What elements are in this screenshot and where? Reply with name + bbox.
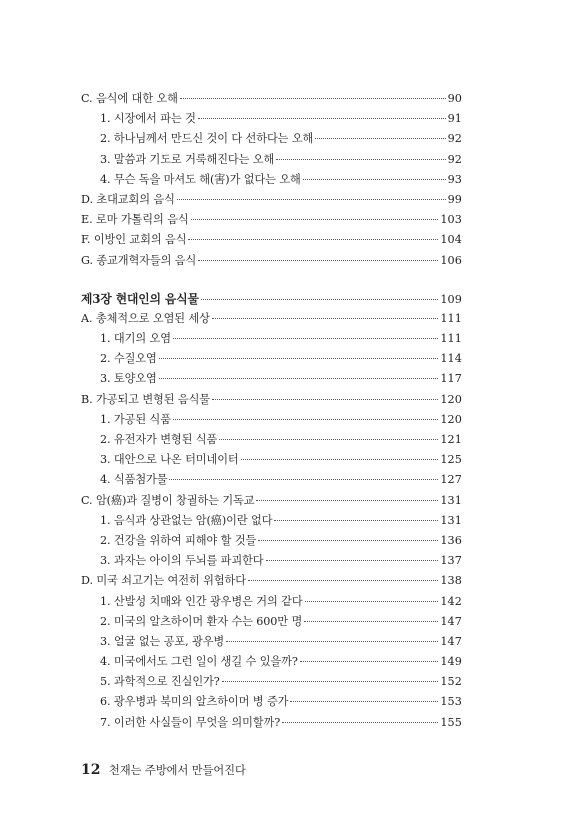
toc-entry (81, 309, 462, 329)
toc-entry-label: 1. 가공된 식품 (100, 412, 171, 426)
dot-leader (191, 219, 439, 220)
toc-entry (81, 190, 462, 210)
dot-leader (304, 621, 438, 622)
dot-leader (219, 439, 438, 440)
toc-entry-page: 90 (447, 92, 462, 105)
toc-entry (81, 571, 462, 591)
toc-subentry (81, 652, 462, 672)
toc-subentry (81, 551, 462, 571)
toc-entry-label: D. 미국 쇠고기는 여전히 위험하다 (81, 574, 246, 588)
toc-entry-label: 제3장 현대인의 음식물 (81, 291, 199, 306)
toc-entry-label: 2. 하나님께서 만드신 것이 다 선하다는 오해 (100, 132, 314, 146)
toc-entry (81, 251, 462, 271)
toc-entry-page: 147 (440, 614, 462, 628)
dot-leader (198, 118, 446, 119)
toc-entry-label: D. 초대교회의 음식 (81, 192, 175, 206)
toc-entry-label: 1. 시장에서 파는 것 (100, 112, 196, 126)
toc-entry-page: 120 (440, 412, 462, 426)
toc-entry-label: E. 로마 가톨릭의 음식 (81, 213, 189, 227)
toc-entry-label: 1. 산발성 치매와 인간 광우병은 거의 같다 (100, 594, 303, 608)
toc-entry-label: G. 종교개혁자들의 음식 (81, 253, 197, 267)
dot-leader (256, 500, 438, 501)
dot-leader (303, 179, 446, 180)
toc-entry (81, 491, 462, 511)
dot-leader (258, 540, 438, 541)
running-title: 천재는 주방에서 만들어진다 (109, 764, 246, 777)
toc-entry-label: F. 이방인 교회의 음식 (81, 233, 187, 247)
dot-leader (180, 98, 446, 99)
toc-entry-label: 3. 토양오염 (100, 372, 157, 386)
dot-leader (276, 159, 445, 160)
toc-entry-label: 2. 건강을 위하여 피해야 할 것들 (100, 533, 257, 547)
toc-entry-label: 4. 무슨 독을 마셔도 해(害)가 없다는 오해 (100, 172, 301, 186)
toc-entry-page: 125 (440, 453, 462, 467)
dot-leader (177, 199, 446, 200)
toc-entry-label: 3. 과자는 아이의 두뇌를 파괴한다 (100, 554, 264, 568)
toc-entry-page: 99 (447, 192, 462, 206)
toc-entry-page: 121 (440, 433, 462, 446)
toc-subentry (81, 349, 462, 369)
toc-subentry (81, 129, 462, 149)
toc-subentry (81, 692, 462, 712)
toc-entry-label: A. 총체적으로 오염된 세상 (81, 311, 210, 325)
toc-entry-page: 153 (440, 695, 462, 709)
toc-subentry (81, 470, 462, 490)
toc-entry-page: 103 (440, 213, 462, 227)
dot-leader (188, 239, 438, 240)
dot-leader (201, 299, 439, 300)
dot-leader (290, 701, 438, 702)
dot-leader (226, 641, 438, 642)
toc-subentry (81, 531, 462, 551)
toc-subentry (81, 511, 462, 531)
toc-entry-page: 93 (447, 172, 462, 186)
dot-leader (173, 419, 438, 420)
toc-subentry (81, 410, 462, 430)
toc-entry-page: 131 (440, 513, 462, 527)
toc-entry-page: 111 (440, 332, 462, 346)
dot-leader (159, 378, 439, 379)
toc-entry-page: 138 (440, 574, 462, 588)
toc-entry-page: 152 (440, 675, 462, 689)
toc-subentry (81, 612, 462, 632)
dot-leader (198, 260, 438, 261)
dot-leader (212, 399, 438, 400)
toc-subentry (81, 150, 462, 170)
dot-leader (305, 601, 439, 602)
toc-entry-label: 3. 말씀과 기도로 거룩해진다는 오해 (100, 152, 275, 166)
toc-entry-label: C. 음식에 대한 오해 (81, 92, 178, 105)
toc-entry-page: 131 (440, 493, 462, 507)
toc-entry-page: 117 (440, 372, 462, 386)
toc-entry (81, 210, 462, 230)
table-of-contents (81, 89, 462, 733)
toc-subentry (81, 369, 462, 389)
toc-entry-page: 111 (440, 311, 462, 325)
toc-entry (81, 230, 462, 250)
dot-leader (241, 459, 439, 460)
toc-subentry (81, 450, 462, 470)
toc-entry-label: 2. 수질오염 (100, 352, 157, 366)
toc-entry-page: 92 (447, 132, 462, 146)
toc-entry-label: 2. 미국의 알츠하이머 환자 수는 600만 명 (100, 614, 303, 628)
toc-entry-page: 92 (447, 152, 462, 166)
toc-entry (81, 390, 462, 410)
toc-entry-label: 4. 미국에서도 그런 일이 생길 수 있을까? (100, 655, 298, 669)
toc-subentry (81, 329, 462, 349)
toc-subentry (81, 632, 462, 652)
toc-entry-label: 6. 광우병과 북미의 알츠하이머 병 증가 (100, 695, 289, 709)
toc-entry-label: 1. 대기의 오염 (100, 332, 171, 346)
toc-entry-page: 114 (440, 352, 462, 366)
toc-entry-page: 109 (440, 292, 462, 306)
dot-leader (300, 661, 439, 662)
toc-entry-label: 3. 대안으로 나온 터미네이터 (100, 453, 239, 467)
toc-subentry (81, 592, 462, 612)
toc-subentry (81, 109, 462, 129)
dot-leader (282, 722, 438, 723)
toc-entry-label: C. 암(癌)과 질병이 창궐하는 기독교 (81, 493, 255, 507)
dot-leader (222, 681, 439, 682)
toc-entry-page: 120 (440, 392, 462, 406)
dot-leader (212, 318, 438, 319)
toc-entry-label: 4. 식품첨가물 (100, 473, 168, 487)
toc-entry-page: 127 (440, 473, 462, 487)
toc-subentry (81, 170, 462, 190)
dot-leader (169, 479, 438, 480)
dot-leader (266, 560, 439, 561)
toc-entry-page: 149 (440, 655, 462, 669)
toc-entry-label: 2. 유전자가 변형된 식품 (100, 433, 218, 446)
dot-leader (274, 520, 438, 521)
toc-entry-page: 104 (440, 233, 462, 247)
toc-chapter-heading (81, 289, 462, 309)
toc-entry-label: 7. 이러한 사실들이 무엇을 의미할까? (100, 715, 281, 729)
dot-leader (159, 358, 439, 359)
toc-subentry (81, 713, 462, 733)
toc-subentry (81, 430, 462, 450)
dot-leader (315, 138, 445, 139)
dot-leader (173, 338, 438, 339)
toc-entry-page: 106 (440, 253, 462, 267)
toc-entry-page: 136 (440, 533, 462, 547)
toc-entry-label: B. 가공되고 변형된 음식물 (81, 392, 211, 406)
toc-entry-page: 147 (440, 634, 462, 648)
toc-entry-page: 137 (440, 554, 462, 568)
toc-entry (81, 89, 462, 109)
toc-subentry (81, 672, 462, 692)
dot-leader (248, 580, 438, 581)
toc-entry-page: 91 (447, 112, 462, 126)
toc-entry-page: 142 (440, 594, 462, 608)
page-number: 12 (81, 762, 101, 778)
toc-entry-label: 3. 얼굴 없는 공포, 광우병 (100, 634, 225, 648)
toc-entry-page: 155 (440, 715, 462, 729)
toc-entry-label: 1. 음식과 상관없는 암(癌)이란 없다 (100, 513, 273, 527)
page-footer (81, 762, 246, 778)
toc-entry-label: 5. 과학적으로 진실인가? (100, 675, 220, 689)
